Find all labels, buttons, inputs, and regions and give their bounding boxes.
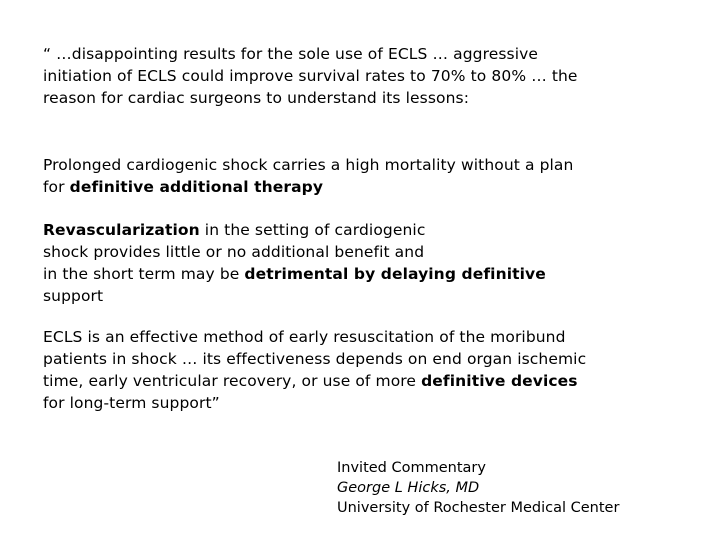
paragraph-line: Prolonged cardiogenic shock carries a high mortality without a plan [43, 156, 574, 174]
emphasis-text: definitive additional therapy [69, 178, 324, 196]
line-text: for [43, 178, 70, 196]
line-text: in the setting of cardiogenic [199, 221, 426, 239]
cardiogenic-shock-paragraph [43, 154, 643, 198]
line-text: time, early ventricular recovery, or use of more [43, 372, 422, 390]
emphasis-text: definitive devices [421, 372, 578, 390]
paragraph-line: support [43, 287, 104, 305]
paragraph-line [43, 219, 643, 241]
paragraph-line: shock provides little or no additional benefit and [43, 243, 425, 261]
paragraph-line [43, 176, 643, 198]
attribution-block [337, 458, 619, 518]
opening-quote [43, 43, 643, 109]
quote-line: “ …disappointing results for the sole use of ECLS … aggressive [43, 45, 539, 63]
paragraph-line: ECLS is an effective method of early resuscitation of the moribund [43, 328, 566, 346]
paragraph-line [43, 370, 643, 392]
quote-line: initiation of ECLS could improve survival rates to 70% to 80% … the [43, 67, 578, 85]
attribution-author: George L Hicks, MD [337, 480, 480, 496]
revascularization-paragraph [43, 219, 643, 307]
emphasis-text: Revascularization [43, 221, 200, 239]
line-text: in the short term may be [43, 265, 245, 283]
paragraph-line: patients in shock … its effectiveness depends on end organ ischemic [43, 350, 587, 368]
attribution-affiliation: University of Rochester Medical Center [337, 500, 620, 516]
paragraph-line [43, 263, 643, 285]
paragraph-line: for long-term support” [43, 394, 220, 412]
emphasis-text: detrimental by delaying definitive [244, 265, 546, 283]
ecls-paragraph [43, 326, 643, 414]
quote-line: reason for cardiac surgeons to understand its lessons: [43, 89, 470, 107]
attribution-title: Invited Commentary [337, 460, 486, 476]
